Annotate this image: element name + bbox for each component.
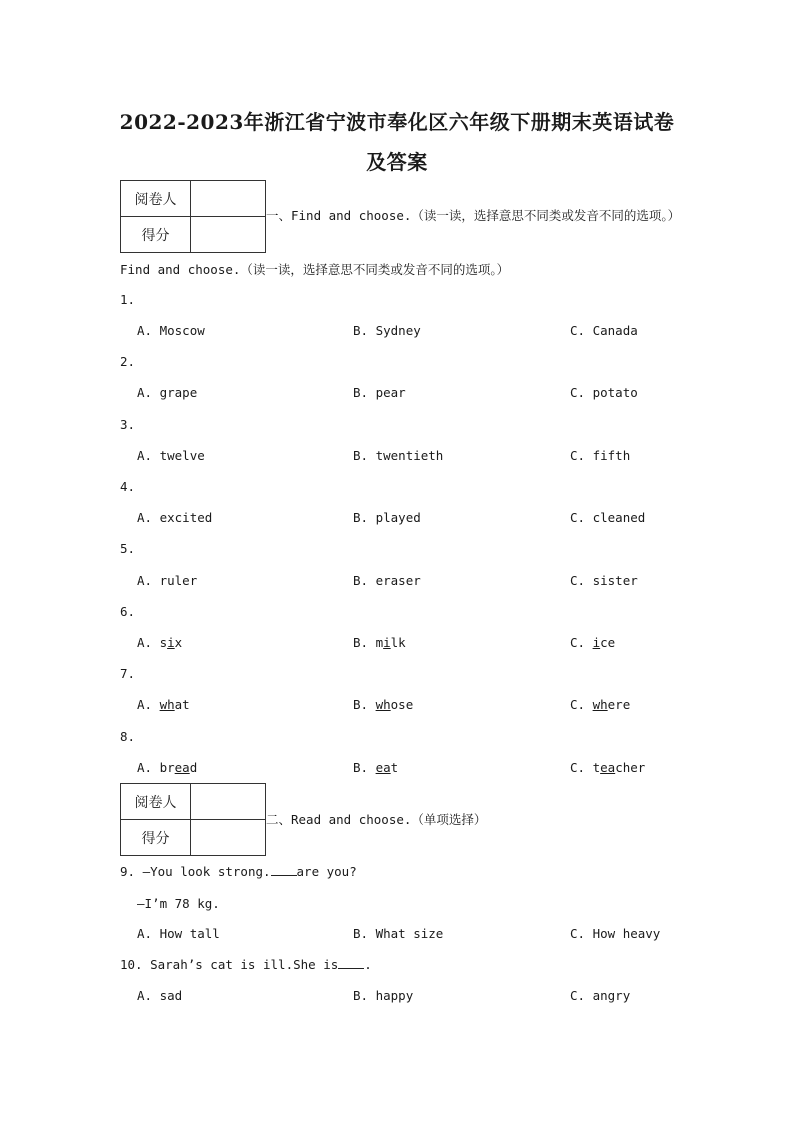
question-number: 2. [120, 354, 136, 369]
score-field[interactable] [191, 217, 266, 253]
option-a[interactable]: A. grape [137, 385, 198, 400]
reviewer-label: 阅卷人 [121, 784, 191, 820]
option-a[interactable]: A. ruler [137, 573, 198, 588]
question-number: 8. [120, 729, 136, 744]
page-title: 2022-2023年浙江省宁波市奉化区六年级下册期末英语试卷 [119, 110, 675, 134]
reviewer-field[interactable] [191, 181, 266, 217]
section2-heading: 二、Read and choose.（单项选择） [266, 812, 487, 827]
question-number: 7. [120, 666, 136, 681]
option-c[interactable]: C. sister [570, 573, 638, 588]
question-number: 6. [120, 604, 136, 619]
option-b[interactable]: B. twentieth [353, 448, 444, 463]
question-number: 3. [120, 417, 136, 432]
question-number: 4. [120, 479, 136, 494]
score-box-2 [120, 783, 266, 856]
option-b[interactable]: B. happy [353, 988, 414, 1003]
option-a[interactable]: A. excited [137, 510, 213, 525]
question-9-stem: 9. —You look strong. are you? [120, 864, 357, 879]
reviewer-label: 阅卷人 [121, 181, 191, 217]
option-b[interactable]: B. played [353, 510, 421, 525]
option-b[interactable]: B. eraser [353, 573, 421, 588]
option-b[interactable]: B. eat [353, 760, 399, 775]
option-b[interactable]: B. milk [353, 635, 406, 650]
section1-heading: 一、Find and choose.（读一读，选择意思不同类或发音不同的选项。） [266, 208, 681, 223]
option-c[interactable]: C. How heavy [570, 926, 661, 941]
option-c[interactable]: C. where [570, 697, 631, 712]
section1-instruction: Find and choose.（读一读，选择意思不同类或发音不同的选项。） [120, 262, 510, 277]
option-b[interactable]: B. Sydney [353, 323, 421, 338]
score-box-1 [120, 180, 266, 253]
option-a[interactable]: A. six [137, 635, 183, 650]
question-number: 5. [120, 541, 136, 556]
score-label: 得分 [121, 217, 191, 253]
option-b[interactable]: B. What size [353, 926, 444, 941]
option-c[interactable]: C. angry [570, 988, 631, 1003]
option-b[interactable]: B. pear [353, 385, 406, 400]
answer-blank[interactable] [338, 967, 364, 969]
option-a[interactable]: A. twelve [137, 448, 205, 463]
option-a[interactable]: A. How tall [137, 926, 220, 941]
option-b[interactable]: B. whose [353, 697, 414, 712]
option-c[interactable]: C. potato [570, 385, 638, 400]
option-a[interactable]: A. sad [137, 988, 183, 1003]
option-c[interactable]: C. ice [570, 635, 616, 650]
score-field[interactable] [191, 820, 266, 856]
question-10-stem: 10. Sarah’s cat is ill.She is . [120, 957, 372, 972]
option-c[interactable]: C. fifth [570, 448, 631, 463]
option-c[interactable]: C. Canada [570, 323, 638, 338]
question-number: 1. [120, 292, 136, 307]
option-c[interactable]: C. teacher [570, 760, 646, 775]
page-title-continued: 及答案 [366, 150, 428, 174]
option-a[interactable]: A. Moscow [137, 323, 205, 338]
answer-blank[interactable] [271, 874, 297, 876]
option-a[interactable]: A. what [137, 697, 190, 712]
score-label: 得分 [121, 820, 191, 856]
question-9-reply: —I’m 78 kg. [137, 896, 220, 911]
reviewer-field[interactable] [191, 784, 266, 820]
option-a[interactable]: A. bread [137, 760, 198, 775]
option-c[interactable]: C. cleaned [570, 510, 646, 525]
